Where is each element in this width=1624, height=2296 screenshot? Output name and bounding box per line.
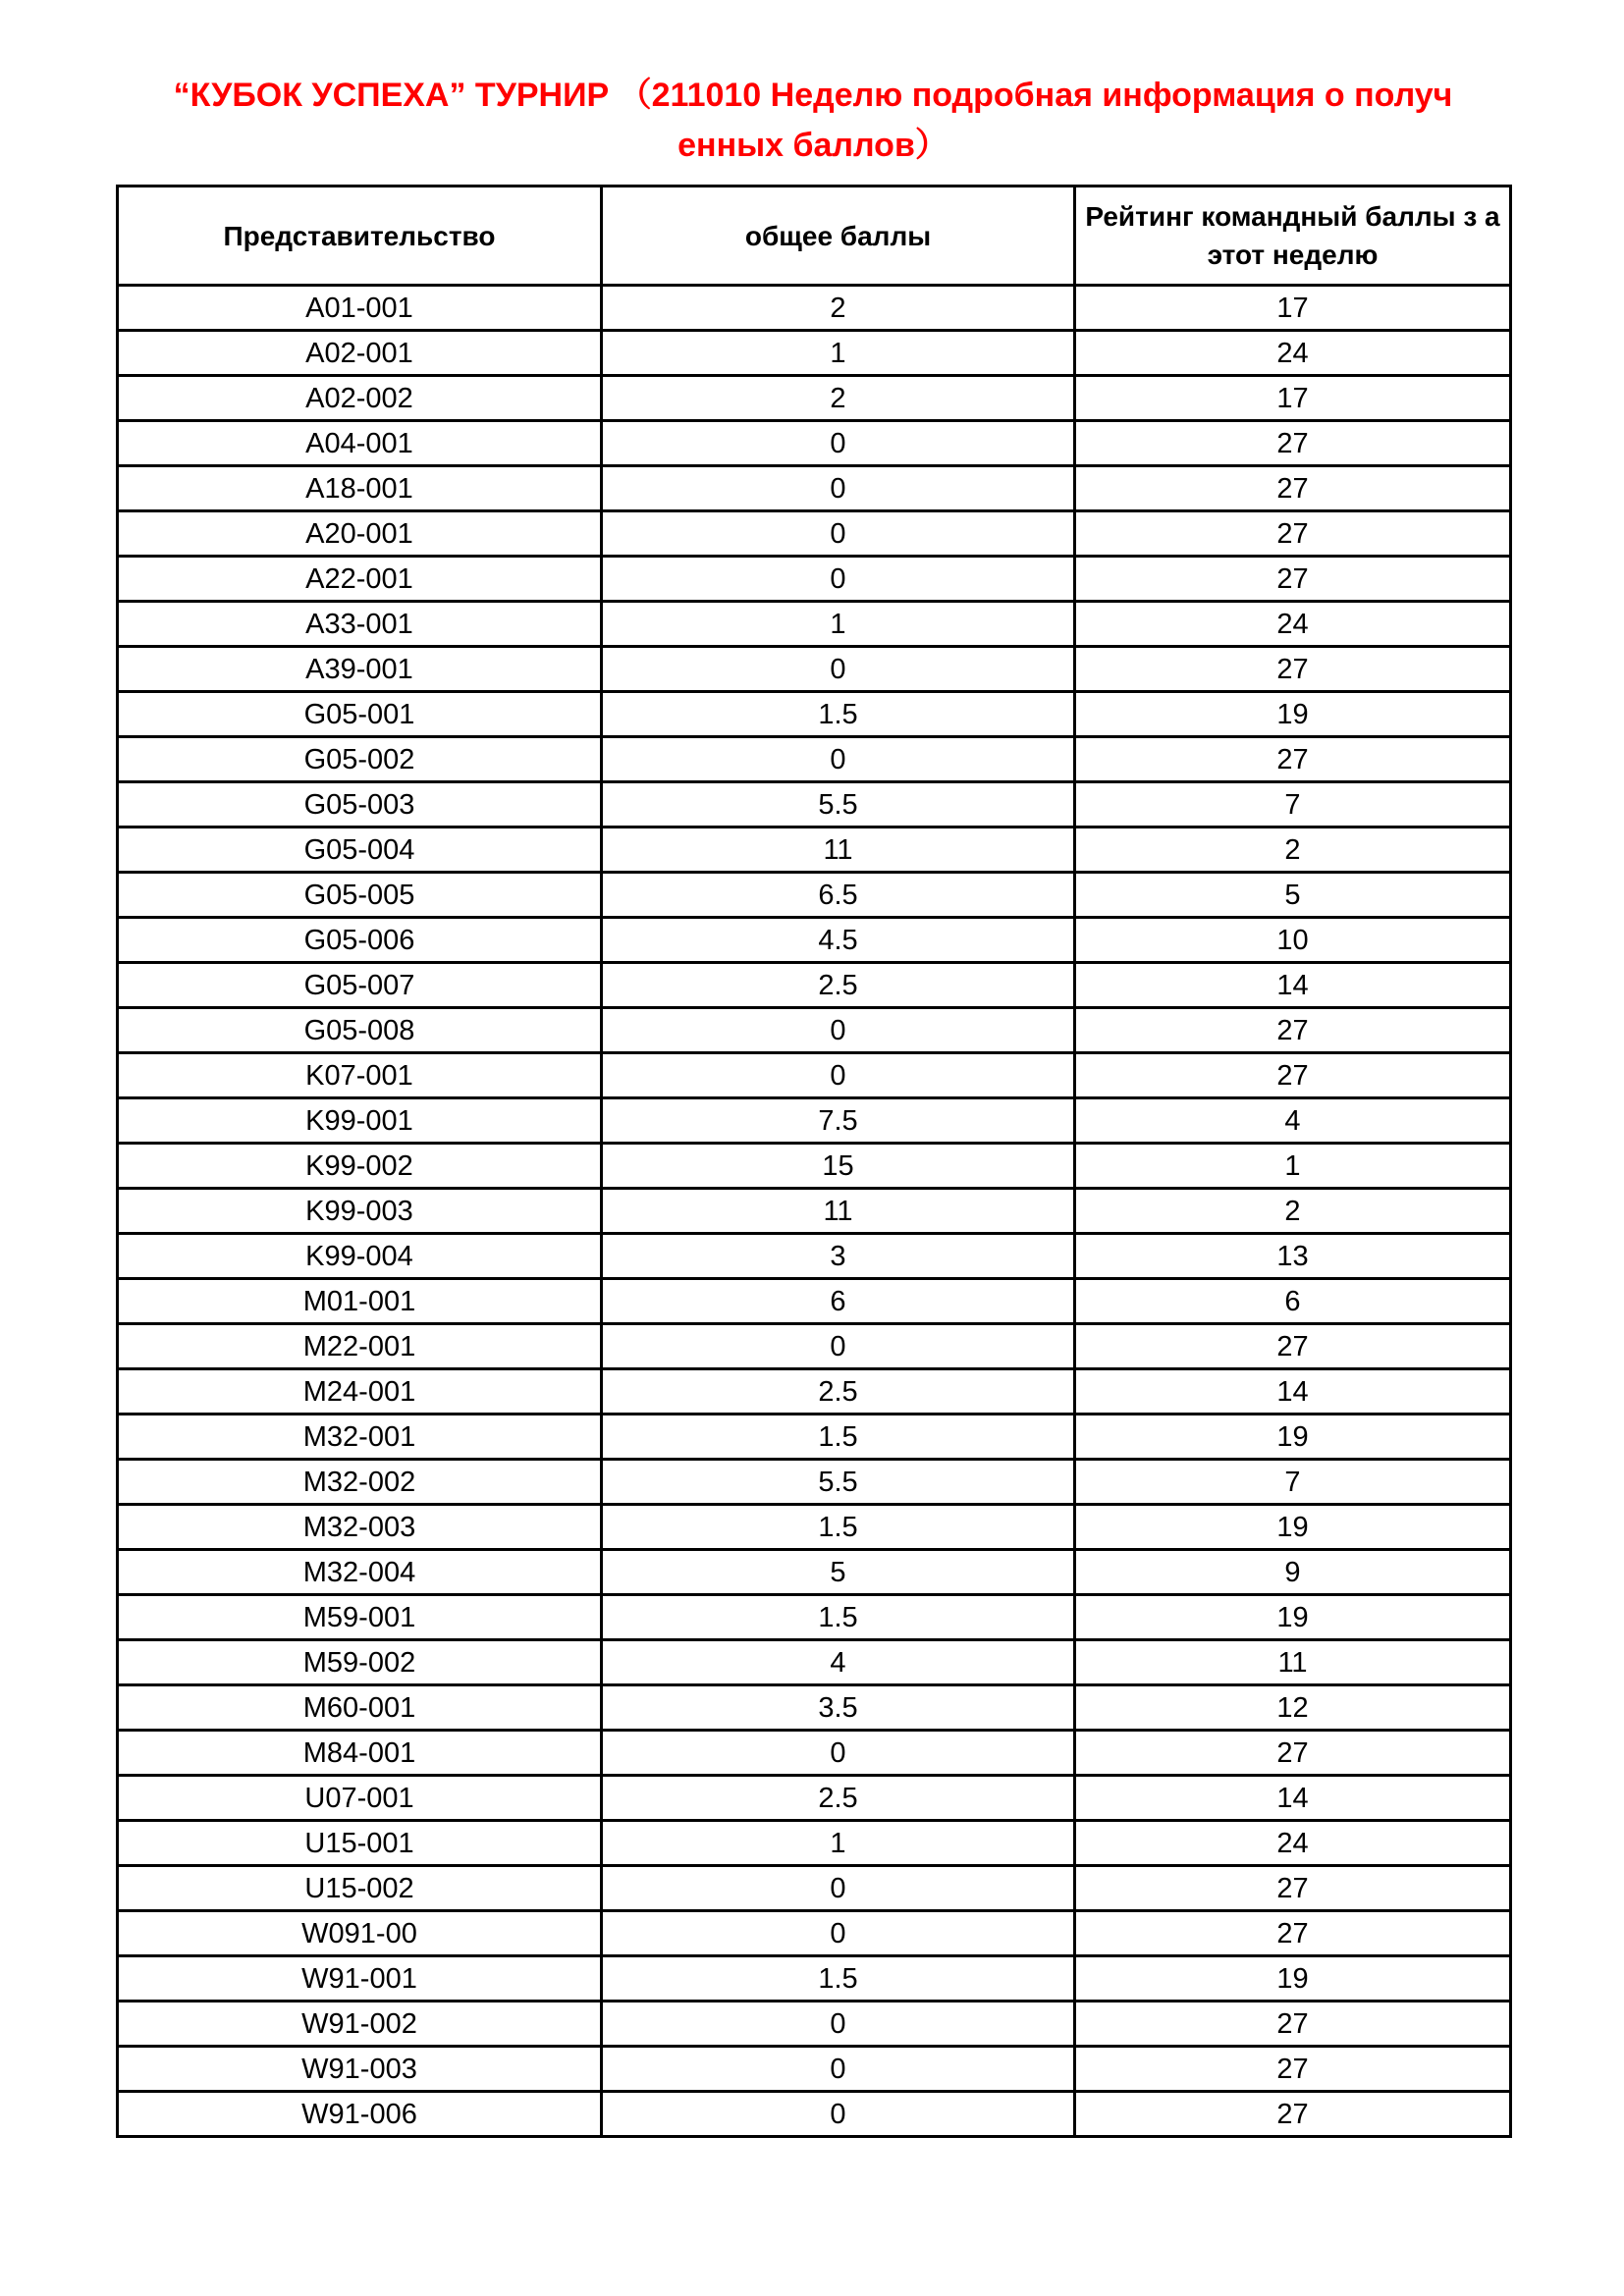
weekly-rank-cell: 27 [1075,421,1511,466]
weekly-rank-cell: 5 [1075,873,1511,918]
weekly-rank-cell: 14 [1075,963,1511,1008]
representative-cell: W91-006 [118,2092,602,2137]
total-points-cell: 2 [602,376,1075,421]
total-points-cell: 0 [602,1008,1075,1053]
weekly-rank-cell: 27 [1075,466,1511,511]
weekly-rank-cell: 14 [1075,1776,1511,1821]
table-row [118,1595,1511,1640]
representative-cell: A39-001 [118,647,602,692]
representative-cell: W091-00 [118,1911,602,1956]
representative-cell: A02-002 [118,376,602,421]
table-row [118,1821,1511,1866]
total-points-cell: 11 [602,828,1075,873]
total-points-cell: 6 [602,1279,1075,1324]
weekly-rank-cell: 12 [1075,1685,1511,1731]
representative-cell: U07-001 [118,1776,602,1821]
weekly-rank-cell: 9 [1075,1550,1511,1595]
table-row [118,1189,1511,1234]
header-row [118,187,1511,286]
weekly-rank-cell: 19 [1075,1415,1511,1460]
total-points-cell: 5.5 [602,1460,1075,1505]
representative-cell: K99-003 [118,1189,602,1234]
table-row [118,1956,1511,2002]
representative-cell: G05-001 [118,692,602,737]
representative-cell: K99-002 [118,1144,602,1189]
total-points-cell: 5 [602,1550,1075,1595]
total-points-cell: 3 [602,1234,1075,1279]
table-row [118,2092,1511,2137]
table-row [118,466,1511,511]
weekly-rank-cell: 11 [1075,1640,1511,1685]
table-row [118,1324,1511,1369]
table-row [118,647,1511,692]
table-row [118,1279,1511,1324]
table-row [118,692,1511,737]
representative-cell: M01-001 [118,1279,602,1324]
table-row [118,1144,1511,1189]
table-row [118,557,1511,602]
total-points-cell: 2.5 [602,1369,1075,1415]
table-row [118,376,1511,421]
weekly-rank-cell: 7 [1075,1460,1511,1505]
total-points-cell: 1.5 [602,1595,1075,1640]
table-row [118,1234,1511,1279]
total-points-cell: 0 [602,421,1075,466]
representative-cell: K07-001 [118,1053,602,1098]
total-points-cell: 0 [602,2092,1075,2137]
weekly-rank-cell: 27 [1075,2047,1511,2092]
total-points-cell: 11 [602,1189,1075,1234]
table-row [118,1415,1511,1460]
total-points-cell: 1 [602,331,1075,376]
total-points-cell: 0 [602,466,1075,511]
weekly-rank-cell: 27 [1075,1008,1511,1053]
page-title: “КУБОК УСПЕХА” ТУРНИР （211010 Неделю подробная информация о получ енных баллов） [173,77,1453,164]
representative-cell: G05-008 [118,1008,602,1053]
representative-cell: M59-001 [118,1595,602,1640]
table-row [118,511,1511,557]
table-row [118,1866,1511,1911]
representative-cell: M22-001 [118,1324,602,1369]
table-row [118,782,1511,828]
representative-cell: M32-004 [118,1550,602,1595]
representative-cell: M32-003 [118,1505,602,1550]
total-points-cell: 15 [602,1144,1075,1189]
weekly-rank-cell: 10 [1075,918,1511,963]
total-points-cell: 0 [602,1866,1075,1911]
weekly-rank-cell: 27 [1075,511,1511,557]
representative-cell: A04-001 [118,421,602,466]
table-row [118,1505,1511,1550]
weekly-rank-cell: 24 [1075,1821,1511,1866]
total-points-cell: 1.5 [602,1956,1075,2002]
table-row [118,828,1511,873]
representative-cell: U15-001 [118,1821,602,1866]
representative-cell: W91-002 [118,2002,602,2047]
representative-cell: W91-003 [118,2047,602,2092]
weekly-rank-cell: 4 [1075,1098,1511,1144]
table-row [118,1008,1511,1053]
total-points-cell: 0 [602,2047,1075,2092]
table-body [118,286,1511,2137]
total-points-cell: 2 [602,286,1075,331]
representative-cell: A18-001 [118,466,602,511]
total-points-cell: 0 [602,1911,1075,1956]
representative-cell: A02-001 [118,331,602,376]
total-points-cell: 6.5 [602,873,1075,918]
weekly-rank-cell: 1 [1075,1144,1511,1189]
table-row [118,873,1511,918]
weekly-rank-cell: 19 [1075,692,1511,737]
table-row [118,421,1511,466]
representative-cell: G05-005 [118,873,602,918]
total-points-cell: 0 [602,511,1075,557]
representative-cell: K99-001 [118,1098,602,1144]
representative-cell: U15-002 [118,1866,602,1911]
total-points-cell: 4.5 [602,918,1075,963]
total-points-cell: 0 [602,737,1075,782]
representative-cell: M84-001 [118,1731,602,1776]
total-points-cell: 0 [602,1053,1075,1098]
weekly-rank-cell: 27 [1075,737,1511,782]
total-points-cell: 5.5 [602,782,1075,828]
table-row [118,737,1511,782]
representative-cell: G05-004 [118,828,602,873]
total-points-cell: 2.5 [602,963,1075,1008]
representative-cell: G05-006 [118,918,602,963]
table-row [118,1098,1511,1144]
weekly-rank-cell: 24 [1075,602,1511,647]
total-points-cell: 1.5 [602,692,1075,737]
total-points-cell: 3.5 [602,1685,1075,1731]
table-row [118,286,1511,331]
representative-cell: M32-002 [118,1460,602,1505]
weekly-rank-cell: 27 [1075,1866,1511,1911]
table-row [118,602,1511,647]
weekly-rank-cell: 2 [1075,1189,1511,1234]
weekly-rank-cell: 2 [1075,828,1511,873]
representative-cell: G05-007 [118,963,602,1008]
weekly-rank-cell: 27 [1075,2002,1511,2047]
table-row [118,2002,1511,2047]
weekly-rank-cell: 13 [1075,1234,1511,1279]
table-row [118,918,1511,963]
weekly-rank-cell: 19 [1075,1595,1511,1640]
weekly-rank-cell: 27 [1075,1324,1511,1369]
representative-cell: M24-001 [118,1369,602,1415]
table-row [118,331,1511,376]
representative-cell: M59-002 [118,1640,602,1685]
weekly-rank-cell: 24 [1075,331,1511,376]
weekly-rank-cell: 27 [1075,557,1511,602]
total-points-cell: 2.5 [602,1776,1075,1821]
total-points-cell: 1 [602,602,1075,647]
total-points-cell: 0 [602,1731,1075,1776]
total-points-cell: 1 [602,1821,1075,1866]
weekly-rank-cell: 6 [1075,1279,1511,1324]
header-total-points: общее баллы [602,187,1075,286]
table-header [118,187,1511,286]
table-row [118,2047,1511,2092]
weekly-rank-cell: 17 [1075,286,1511,331]
representative-cell: A01-001 [118,286,602,331]
total-points-cell: 0 [602,1324,1075,1369]
weekly-rank-cell: 27 [1075,1053,1511,1098]
representative-cell: K99-004 [118,1234,602,1279]
header-representative: Представительство [118,187,602,286]
weekly-rank-cell: 19 [1075,1956,1511,2002]
representative-cell: M32-001 [118,1415,602,1460]
weekly-rank-cell: 7 [1075,782,1511,828]
total-points-cell: 0 [602,557,1075,602]
representative-cell: A22-001 [118,557,602,602]
weekly-rank-cell: 27 [1075,647,1511,692]
representative-cell: G05-003 [118,782,602,828]
total-points-cell: 7.5 [602,1098,1075,1144]
table-row [118,1053,1511,1098]
total-points-cell: 0 [602,2002,1075,2047]
total-points-cell: 0 [602,647,1075,692]
weekly-rank-cell: 27 [1075,1911,1511,1956]
weekly-rank-cell: 19 [1075,1505,1511,1550]
table-row [118,1640,1511,1685]
table-row [118,963,1511,1008]
total-points-cell: 1.5 [602,1505,1075,1550]
table-row [118,1776,1511,1821]
table-row [118,1731,1511,1776]
scores-table [116,185,1512,2138]
table-row [118,1685,1511,1731]
table-row [118,1460,1511,1505]
weekly-rank-cell: 14 [1075,1369,1511,1415]
header-weekly-rank: Рейтинг командный баллы з а этот неделю [1075,187,1511,286]
representative-cell: A20-001 [118,511,602,557]
total-points-cell: 1.5 [602,1415,1075,1460]
table-row [118,1369,1511,1415]
weekly-rank-cell: 27 [1075,2092,1511,2137]
weekly-rank-cell: 27 [1075,1731,1511,1776]
representative-cell: M60-001 [118,1685,602,1731]
table-row [118,1550,1511,1595]
representative-cell: G05-002 [118,737,602,782]
representative-cell: W91-001 [118,1956,602,2002]
table-row [118,1911,1511,1956]
weekly-rank-cell: 17 [1075,376,1511,421]
representative-cell: A33-001 [118,602,602,647]
total-points-cell: 4 [602,1640,1075,1685]
